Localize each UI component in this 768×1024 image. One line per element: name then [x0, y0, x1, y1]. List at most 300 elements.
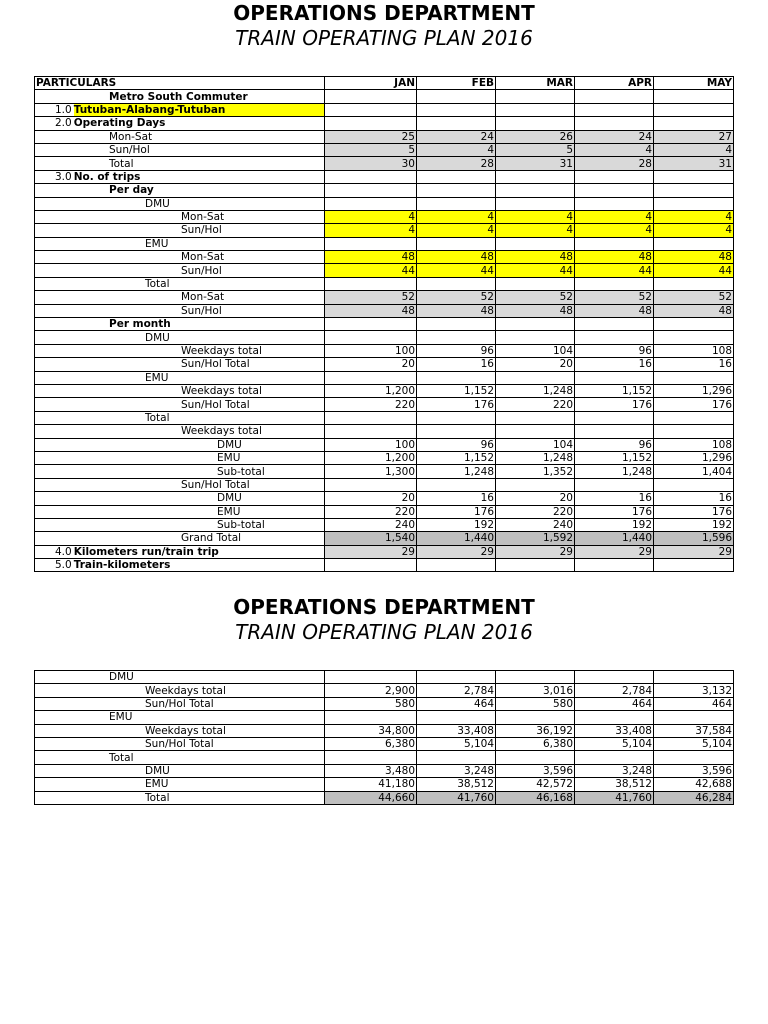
value-cell: 38,512 — [417, 778, 496, 791]
row-label-cell — [35, 197, 325, 210]
row-label-cell — [35, 451, 325, 464]
value-cell — [325, 318, 417, 331]
value-cell — [496, 711, 575, 724]
value-cell: 20 — [496, 358, 575, 371]
column-header: PARTICULARS — [35, 77, 325, 90]
value-cell: 33,408 — [417, 724, 496, 737]
row-label: EMU — [145, 237, 169, 250]
value-cell — [417, 711, 496, 724]
row-label: Sun/Hol Total — [145, 697, 214, 710]
train-kilometers-table — [34, 670, 734, 805]
row-label: Per day — [109, 184, 154, 197]
page-title-1: OPERATIONS DEPARTMENT — [233, 1, 535, 25]
value-cell — [575, 559, 654, 572]
value-cell: 220 — [496, 398, 575, 411]
value-cell: 29 — [575, 545, 654, 558]
row-label-cell — [35, 251, 325, 264]
page-subtitle-1: TRAIN OPERATING PLAN 2016 — [235, 26, 533, 50]
value-cell — [325, 559, 417, 572]
row-label-cell — [35, 532, 325, 545]
value-cell: 464 — [417, 697, 496, 710]
table-row — [35, 170, 734, 183]
value-cell: 6,380 — [325, 737, 417, 750]
row-label: EMU — [145, 778, 169, 791]
value-cell — [496, 197, 575, 210]
value-cell — [654, 277, 734, 290]
row-label: Sub-total — [217, 519, 265, 532]
value-cell: 1,248 — [496, 384, 575, 397]
row-label: DMU — [109, 671, 134, 684]
value-cell: 96 — [417, 438, 496, 451]
value-cell: 108 — [654, 438, 734, 451]
value-cell: 4 — [417, 143, 496, 156]
value-cell: 4 — [417, 210, 496, 223]
value-cell — [654, 559, 734, 572]
row-label: Mon-Sat — [181, 251, 225, 264]
value-cell: 27 — [654, 130, 734, 143]
value-cell — [575, 117, 654, 130]
row-label: Sun/Hol — [181, 264, 222, 277]
value-cell: 4 — [654, 143, 734, 156]
row-label-cell — [35, 170, 325, 183]
value-cell: 176 — [654, 505, 734, 518]
value-cell — [575, 478, 654, 491]
value-cell — [496, 90, 575, 103]
row-label: Sun/Hol — [181, 224, 222, 237]
value-cell — [575, 103, 654, 116]
row-label: EMU — [109, 711, 133, 724]
value-cell: 176 — [417, 505, 496, 518]
value-cell: 48 — [496, 251, 575, 264]
section-number: 5.0 — [55, 559, 72, 572]
table-row — [35, 764, 734, 777]
value-cell — [496, 751, 575, 764]
value-cell: 52 — [496, 291, 575, 304]
value-cell: 220 — [325, 505, 417, 518]
row-label-cell — [35, 438, 325, 451]
row-label-cell — [35, 264, 325, 277]
row-label: Train-kilometers — [73, 559, 171, 572]
value-cell — [654, 751, 734, 764]
value-cell: 5 — [496, 143, 575, 156]
row-label-cell — [35, 559, 325, 572]
row-label-cell — [35, 764, 325, 777]
row-label: Sun/Hol — [181, 304, 222, 317]
value-cell: 44 — [325, 264, 417, 277]
value-cell: 192 — [575, 518, 654, 531]
row-label-cell — [35, 237, 325, 250]
value-cell: 580 — [496, 697, 575, 710]
value-cell: 48 — [417, 251, 496, 264]
value-cell — [417, 277, 496, 290]
value-cell: 5,104 — [417, 737, 496, 750]
section-number: 3.0 — [55, 170, 72, 183]
value-cell — [575, 318, 654, 331]
value-cell: 5,104 — [654, 737, 734, 750]
table-row — [35, 737, 734, 750]
row-label: Total — [109, 751, 134, 764]
value-cell: 52 — [325, 291, 417, 304]
value-cell: 108 — [654, 344, 734, 357]
value-cell: 464 — [575, 697, 654, 710]
value-cell: 6,380 — [496, 737, 575, 750]
value-cell: 2,784 — [575, 684, 654, 697]
table-row — [35, 559, 734, 572]
value-cell: 3,016 — [496, 684, 575, 697]
value-cell — [417, 371, 496, 384]
value-cell: 48 — [654, 304, 734, 317]
value-cell — [325, 197, 417, 210]
value-cell: 44 — [575, 264, 654, 277]
value-cell: 48 — [325, 251, 417, 264]
table-row — [35, 384, 734, 397]
row-label-cell — [35, 697, 325, 710]
value-cell — [325, 277, 417, 290]
value-cell: 38,512 — [575, 778, 654, 791]
value-cell — [417, 411, 496, 424]
row-label: DMU — [145, 331, 170, 344]
row-label: EMU — [145, 371, 169, 384]
value-cell — [575, 197, 654, 210]
table-row — [35, 684, 734, 697]
row-label-cell — [35, 711, 325, 724]
value-cell — [654, 425, 734, 438]
value-cell: 220 — [496, 505, 575, 518]
value-cell: 44 — [654, 264, 734, 277]
row-label-cell — [35, 157, 325, 170]
value-cell: 4 — [325, 224, 417, 237]
value-cell — [654, 90, 734, 103]
value-cell — [417, 184, 496, 197]
row-label: Total — [145, 278, 170, 291]
row-label: Operating Days — [73, 117, 166, 130]
value-cell — [325, 90, 417, 103]
value-cell — [654, 184, 734, 197]
row-label: DMU — [145, 197, 170, 210]
row-label-cell — [35, 751, 325, 764]
row-label-cell — [35, 492, 325, 505]
value-cell: 4 — [325, 210, 417, 223]
value-cell — [496, 371, 575, 384]
value-cell: 3,248 — [575, 764, 654, 777]
value-cell — [654, 711, 734, 724]
value-cell: 1,200 — [325, 384, 417, 397]
value-cell: 1,352 — [496, 465, 575, 478]
row-label-cell — [35, 684, 325, 697]
value-cell: 41,760 — [575, 791, 654, 804]
value-cell — [325, 711, 417, 724]
value-cell — [325, 103, 417, 116]
value-cell — [654, 237, 734, 250]
value-cell — [417, 671, 496, 684]
value-cell: 48 — [575, 251, 654, 264]
value-cell: 30 — [325, 157, 417, 170]
row-label: Mon-Sat — [109, 130, 153, 143]
row-label: Metro South Commuter — [109, 90, 248, 103]
value-cell — [654, 671, 734, 684]
value-cell: 48 — [417, 304, 496, 317]
table-row — [35, 224, 734, 237]
row-label-cell — [35, 318, 325, 331]
value-cell — [417, 103, 496, 116]
row-label: DMU — [217, 492, 242, 505]
row-label-cell — [35, 398, 325, 411]
value-cell: 4 — [654, 224, 734, 237]
value-cell — [325, 371, 417, 384]
row-label-cell — [35, 224, 325, 237]
operating-plan-table — [34, 76, 734, 572]
value-cell — [325, 331, 417, 344]
value-cell — [496, 411, 575, 424]
row-label-cell — [35, 411, 325, 424]
value-cell — [654, 117, 734, 130]
value-cell: 1,152 — [417, 451, 496, 464]
table-row — [35, 264, 734, 277]
table-row — [35, 103, 734, 116]
row-label-cell — [35, 505, 325, 518]
value-cell — [417, 318, 496, 331]
table-row — [35, 90, 734, 103]
value-cell — [417, 331, 496, 344]
value-cell — [496, 318, 575, 331]
row-label: Weekdays total — [145, 724, 226, 737]
table-row — [35, 318, 734, 331]
value-cell: 104 — [496, 344, 575, 357]
value-cell: 1,440 — [575, 532, 654, 545]
row-label: No. of trips — [73, 170, 141, 183]
value-cell: 20 — [325, 492, 417, 505]
value-cell — [654, 478, 734, 491]
table-row — [35, 478, 734, 491]
value-cell — [654, 103, 734, 116]
table-row — [35, 697, 734, 710]
table-row — [35, 451, 734, 464]
value-cell: 464 — [654, 697, 734, 710]
row-label-cell — [35, 358, 325, 371]
value-cell — [496, 425, 575, 438]
page-title-2: OPERATIONS DEPARTMENT — [233, 595, 535, 619]
table-row — [35, 251, 734, 264]
value-cell: 1,300 — [325, 465, 417, 478]
row-label-cell — [35, 184, 325, 197]
value-cell: 42,572 — [496, 778, 575, 791]
value-cell — [325, 411, 417, 424]
table-row — [35, 532, 734, 545]
value-cell — [496, 559, 575, 572]
value-cell: 20 — [325, 358, 417, 371]
value-cell — [654, 170, 734, 183]
table-row — [35, 505, 734, 518]
value-cell — [325, 117, 417, 130]
row-label: Sun/Hol Total — [181, 478, 250, 491]
value-cell — [496, 237, 575, 250]
value-cell: 48 — [325, 304, 417, 317]
value-cell — [575, 671, 654, 684]
value-cell: 1,152 — [575, 384, 654, 397]
table-row — [35, 425, 734, 438]
value-cell: 37,584 — [654, 724, 734, 737]
value-cell: 1,152 — [417, 384, 496, 397]
value-cell: 100 — [325, 438, 417, 451]
row-label-cell — [35, 143, 325, 156]
table-row — [35, 411, 734, 424]
row-label: DMU — [217, 438, 242, 451]
row-label-cell — [35, 291, 325, 304]
table-row — [35, 130, 734, 143]
row-label: Tutuban-Alabang-Tutuban — [74, 104, 324, 116]
column-header: JAN — [325, 77, 417, 90]
row-label: Mon-Sat — [181, 291, 225, 304]
page-subtitle-2: TRAIN OPERATING PLAN 2016 — [235, 620, 533, 644]
row-label-cell — [35, 465, 325, 478]
row-label-cell — [35, 210, 325, 223]
value-cell: 52 — [575, 291, 654, 304]
value-cell — [575, 184, 654, 197]
row-label-cell — [35, 371, 325, 384]
table-row — [35, 751, 734, 764]
value-cell — [417, 559, 496, 572]
value-cell: 104 — [496, 438, 575, 451]
value-cell: 3,480 — [325, 764, 417, 777]
value-cell: 4 — [417, 224, 496, 237]
row-label-cell — [35, 545, 325, 558]
value-cell — [417, 237, 496, 250]
row-label-cell — [35, 304, 325, 317]
table-row — [35, 724, 734, 737]
value-cell: 42,688 — [654, 778, 734, 791]
row-label-cell — [35, 724, 325, 737]
value-cell — [575, 425, 654, 438]
row-label-cell — [35, 518, 325, 531]
value-cell: 1,248 — [575, 465, 654, 478]
value-cell: 192 — [417, 518, 496, 531]
row-label: Sun/Hol — [109, 144, 150, 157]
value-cell: 100 — [325, 344, 417, 357]
value-cell — [417, 197, 496, 210]
row-label-cell — [35, 478, 325, 491]
value-cell: 3,132 — [654, 684, 734, 697]
row-label: Weekdays total — [181, 385, 262, 398]
value-cell: 46,168 — [496, 791, 575, 804]
table-row — [35, 184, 734, 197]
row-label-cell — [35, 791, 325, 804]
row-label: Total — [145, 411, 170, 424]
value-cell: 36,192 — [496, 724, 575, 737]
value-cell: 20 — [496, 492, 575, 505]
value-cell — [575, 237, 654, 250]
value-cell: 4 — [575, 224, 654, 237]
value-cell: 41,760 — [417, 791, 496, 804]
row-label-cell — [35, 90, 325, 103]
value-cell: 52 — [417, 291, 496, 304]
value-cell: 4 — [496, 224, 575, 237]
table-row — [35, 398, 734, 411]
value-cell: 16 — [575, 492, 654, 505]
value-cell: 48 — [654, 251, 734, 264]
value-cell: 4 — [575, 143, 654, 156]
table-row — [35, 438, 734, 451]
value-cell: 16 — [654, 492, 734, 505]
value-cell: 28 — [417, 157, 496, 170]
value-cell — [575, 411, 654, 424]
value-cell — [654, 411, 734, 424]
value-cell — [417, 117, 496, 130]
table-row — [35, 143, 734, 156]
value-cell: 44 — [417, 264, 496, 277]
value-cell: 16 — [575, 358, 654, 371]
value-cell: 52 — [654, 291, 734, 304]
value-cell: 1,440 — [417, 532, 496, 545]
column-header: FEB — [417, 77, 496, 90]
value-cell: 33,408 — [575, 724, 654, 737]
value-cell: 29 — [496, 545, 575, 558]
row-label-cell — [35, 384, 325, 397]
value-cell: 1,152 — [575, 451, 654, 464]
value-cell: 31 — [654, 157, 734, 170]
value-cell — [654, 331, 734, 344]
table-row — [35, 358, 734, 371]
table-row — [35, 465, 734, 478]
table-row — [35, 237, 734, 250]
column-header: APR — [575, 77, 654, 90]
row-label: EMU — [217, 452, 241, 465]
value-cell: 46,284 — [654, 791, 734, 804]
value-cell — [575, 277, 654, 290]
row-label: Kilometers run/train trip — [73, 545, 219, 558]
value-cell: 176 — [654, 398, 734, 411]
row-label-cell — [35, 130, 325, 143]
value-cell: 192 — [654, 518, 734, 531]
value-cell: 176 — [417, 398, 496, 411]
row-label: Weekdays total — [181, 425, 262, 438]
value-cell: 240 — [496, 518, 575, 531]
value-cell — [496, 170, 575, 183]
table-row — [35, 210, 734, 223]
row-label: Sun/Hol Total — [145, 738, 214, 751]
value-cell — [575, 331, 654, 344]
value-cell: 1,296 — [654, 384, 734, 397]
value-cell: 96 — [417, 344, 496, 357]
table-row — [35, 671, 734, 684]
row-label: Grand Total — [181, 532, 242, 545]
value-cell: 1,540 — [325, 532, 417, 545]
row-label: EMU — [217, 505, 241, 518]
value-cell: 580 — [325, 697, 417, 710]
value-cell: 2,784 — [417, 684, 496, 697]
row-label: Sun/Hol Total — [181, 398, 250, 411]
value-cell: 5 — [325, 143, 417, 156]
row-label-cell — [35, 778, 325, 791]
row-label-cell — [35, 277, 325, 290]
row-label-cell — [35, 117, 325, 130]
value-cell — [575, 371, 654, 384]
table-row — [35, 117, 734, 130]
table-header-row — [35, 77, 734, 90]
value-cell: 176 — [575, 398, 654, 411]
row-label: Mon-Sat — [181, 211, 225, 224]
value-cell: 1,296 — [654, 451, 734, 464]
table-row — [35, 492, 734, 505]
row-label-cell — [35, 103, 325, 116]
value-cell: 48 — [575, 304, 654, 317]
value-cell: 3,248 — [417, 764, 496, 777]
value-cell — [325, 237, 417, 250]
value-cell: 220 — [325, 398, 417, 411]
table-row — [35, 157, 734, 170]
column-header: MAY — [654, 77, 734, 90]
value-cell — [417, 90, 496, 103]
value-cell: 16 — [417, 492, 496, 505]
